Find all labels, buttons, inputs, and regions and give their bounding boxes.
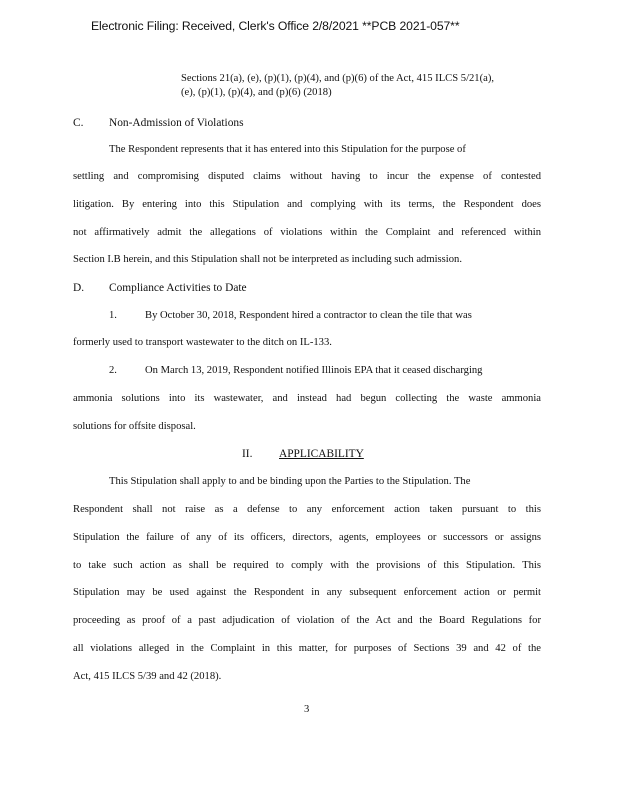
citation-line-2: (e), (p)(1), (p)(4), and (p)(6) (2018)	[181, 87, 332, 98]
applicability-line-2: Respondent shall not raise as a defense to any enforcement action taken pursuant to this	[73, 504, 541, 515]
section-c-line-5: Section I.B herein, and this Stipulation shall not be interpreted as including such admission.	[73, 254, 462, 265]
item-2-number: 2.	[109, 365, 117, 376]
section-d-heading: Compliance Activities to Date	[109, 282, 247, 294]
section-c-heading: Non-Admission of Violations	[109, 117, 244, 129]
item-2-line-1: On March 13, 2019, Respondent notified Illinois EPA that it ceased discharging	[145, 365, 483, 376]
applicability-line-7: all violations alleged in the Complaint in this matter, for purposes of Sections 39 and 42 of the	[73, 643, 541, 654]
filing-header: Electronic Filing: Received, Clerk's Office 2/8/2021 **PCB 2021-057**	[91, 19, 460, 33]
applicability-line-4: to take such action as shall be required to comply with the provisions of this Stipulation. This	[73, 560, 541, 571]
applicability-line-3: Stipulation the failure of any of its officers, directors, agents, employees or successors or assigns	[73, 532, 541, 543]
section-c-letter: C.	[73, 117, 84, 129]
applicability-line-6: proceeding as proof of a past adjudication of violation of the Act and the Board Regulations for	[73, 615, 541, 626]
section-c-line-4: not affirmatively admit the allegations of violations within the Complaint and referenced within	[73, 227, 541, 238]
applicability-line-5: Stipulation may be used against the Respondent in any subsequent enforcement action or permit	[73, 587, 541, 598]
item-2-line-3: solutions for offsite disposal.	[73, 421, 196, 432]
section-ii-numeral: II.	[242, 448, 253, 460]
applicability-line-1: This Stipulation shall apply to and be binding upon the Parties to the Stipulation. The	[109, 476, 471, 487]
citation-line-1: Sections 21(a), (e), (p)(1), (p)(4), and (p)(6) of the Act, 415 ILCS 5/21(a),	[181, 73, 495, 84]
page-number: 3	[304, 704, 310, 715]
section-c-line-3: litigation. By entering into this Stipulation and complying with its terms, the Respondent does	[73, 199, 541, 210]
section-d-letter: D.	[73, 282, 85, 294]
item-2-line-2: ammonia solutions into its wastewater, and instead had begun collecting the waste ammonia	[73, 393, 541, 404]
item-1-line-1: By October 30, 2018, Respondent hired a contractor to clean the tile that was	[145, 310, 472, 321]
item-1-line-2: formerly used to transport wastewater to the ditch on IL-133.	[73, 337, 332, 348]
applicability-line-8: Act, 415 ILCS 5/39 and 42 (2018).	[73, 671, 222, 682]
section-c-line-1: The Respondent represents that it has entered into this Stipulation for the purpose of	[109, 144, 466, 155]
section-c-line-2: settling and compromising disputed claims without having to incur the expense of contested	[73, 171, 541, 182]
item-1-number: 1.	[109, 310, 117, 321]
section-ii-heading: APPLICABILITY	[279, 448, 364, 460]
